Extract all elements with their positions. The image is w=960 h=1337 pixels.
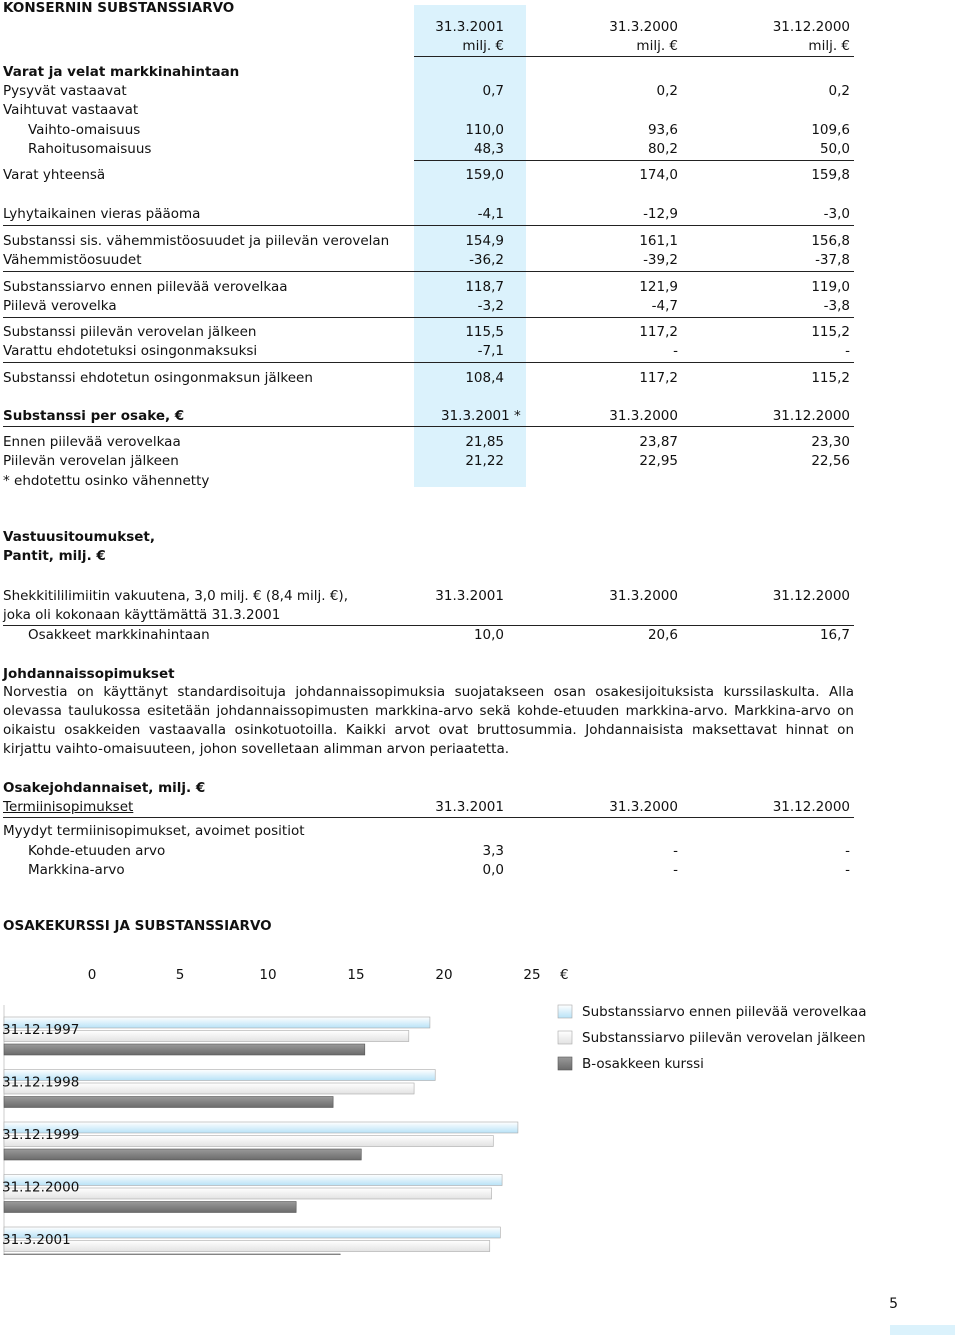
group-label: Myydyt termiinisopimukset, avoimet positiot	[3, 823, 305, 839]
legend-label: Substanssiarvo ennen piilevää verovelkaa	[582, 1004, 867, 1020]
row-value: 115,2	[811, 324, 850, 340]
header-unit-3: milj. €	[808, 38, 850, 54]
row-value: -	[673, 343, 678, 359]
header-date-2: 31.3.2000	[609, 19, 678, 35]
legend-label: Substanssiarvo piilevän verovelan jälkeen	[582, 1030, 866, 1046]
row-value: 110,0	[465, 122, 504, 138]
bar	[4, 1097, 333, 1108]
legend-swatch	[558, 1005, 572, 1018]
per-share-date-3: 31.12.2000	[772, 408, 850, 424]
row-value: 121,9	[639, 279, 678, 295]
derivatives-date-2: 31.3.2000	[609, 799, 678, 815]
commitments-title: Vastuusitoumukset,	[3, 529, 155, 545]
row-value: 93,6	[647, 122, 678, 138]
row-value: 0,2	[656, 83, 678, 99]
row-value: 22,95	[639, 453, 678, 469]
row-value: 159,8	[811, 167, 850, 183]
section-rule	[3, 426, 854, 427]
header-date-1: 31.3.2001	[435, 19, 504, 35]
derivatives-subtitle: Osakejohdannaiset, milj. €	[3, 780, 206, 796]
commitments-date-3: 31.12.2000	[772, 588, 850, 604]
row-value: 161,1	[639, 233, 678, 249]
row-value: 21,22	[465, 453, 504, 469]
row-value: 115,5	[465, 324, 504, 340]
bar	[4, 1122, 518, 1133]
category-label: 31.12.2000	[2, 1179, 80, 1196]
row-label: Substanssi piilevän verovelan jälkeen	[3, 324, 257, 340]
section-rule	[3, 362, 854, 363]
row-value: -	[673, 843, 678, 859]
row-value: 3,3	[482, 843, 504, 859]
row-value: 23,30	[811, 434, 850, 450]
tick-label: 20	[435, 967, 453, 983]
row-value: 156,8	[811, 233, 850, 249]
row-value: -3,2	[477, 298, 504, 314]
row-value: 21,85	[465, 434, 504, 450]
bar	[4, 1202, 296, 1213]
row-label: Piilevä verovelka	[3, 298, 117, 314]
row-label: Substanssi sis. vähemmistöosuudet ja piilevän verovelan	[3, 233, 390, 249]
row-value: -	[845, 843, 850, 859]
chart-section-title: OSAKEKURSSI JA SUBSTANSSIARVO	[3, 918, 272, 934]
derivatives-date-1: 31.3.2001	[435, 799, 504, 815]
row-value: 20,6	[647, 627, 678, 643]
tick-label: 0	[87, 967, 97, 983]
row-label: Ennen piilevää verovelkaa	[3, 434, 181, 450]
row-value: -4,7	[651, 298, 678, 314]
derivatives-title: Johdannaissopimukset	[3, 666, 175, 682]
row-label: Varattu ehdotetuksi osingonmaksuksi	[3, 343, 258, 359]
row-value: 109,6	[811, 122, 850, 138]
footnote: * ehdotettu osinko vähennetty	[3, 473, 210, 489]
derivatives-date-3: 31.12.2000	[772, 799, 850, 815]
page-number: 5	[889, 1296, 898, 1312]
row-value: 50,0	[819, 141, 850, 157]
derivatives-paragraph: Norvestia on käyttänyt standardisoituja johdannaissopimuksia suojatakseen osan osakesijoituksista kurssilaskulta. Alla olevassa taulukossa esitetään johdannaissopimusten markkina-arvo sekä kohde-etuuden markkina-arvo. Markkina-arvo on oikaistu osakkeiden vastaavalla osinkotuotoilla. Kaikki arvot ovat bruttosummia. Johdannaisista maksettavat hinnat on kirjattu vaihto-omaisuuteen, johon sovelletaan alimman arvon periaatetta.	[3, 684, 854, 757]
section-rule	[3, 271, 854, 272]
row-label: Piilevän verovelan jälkeen	[3, 453, 179, 469]
row-value: -12,9	[643, 206, 678, 222]
row-label: Osakkeet markkinahintaan	[28, 627, 210, 643]
row-label: Varat yhteensä	[3, 167, 106, 183]
row-label: Substanssiarvo ennen piilevää verovelkaa	[3, 279, 288, 295]
tick-label: 5	[175, 967, 185, 983]
row-label: Vaihtuvat vastaavat	[3, 102, 139, 118]
row-label: Vaihto-omaisuus	[28, 122, 141, 138]
bar	[4, 1044, 365, 1055]
header-date-3: 31.12.2000	[772, 19, 850, 35]
category-label: 31.12.1998	[2, 1074, 80, 1091]
commitments-subtitle: Pantit, milj. €	[3, 548, 106, 564]
row-value: 118,7	[465, 279, 504, 295]
row-value: 117,2	[639, 324, 678, 340]
tick-label: 25	[523, 967, 541, 983]
unit-label: €	[560, 967, 569, 983]
bar	[4, 1227, 500, 1238]
section-rule	[3, 625, 854, 626]
share-price-chart	[0, 955, 960, 1255]
commitments-text: Shekkitililimiitin vakuutena, 3,0 milj. € (8,4 milj. €),	[3, 588, 348, 604]
row-value: 22,56	[811, 453, 850, 469]
row-value: 0,0	[482, 862, 504, 878]
row-label: Substanssi ehdotetun osingonmaksun jälkeen	[3, 370, 313, 386]
tick-label: 15	[347, 967, 365, 983]
legend-swatch	[558, 1057, 572, 1070]
header-unit-2: milj. €	[636, 38, 678, 54]
row-label: Kohde-etuuden arvo	[28, 843, 166, 859]
header-unit-1: milj. €	[462, 38, 504, 54]
row-value: -	[845, 862, 850, 878]
legend-swatch	[558, 1031, 572, 1044]
row-value: 159,0	[465, 167, 504, 183]
commitments-date-2: 31.3.2000	[609, 588, 678, 604]
row-value: 0,2	[828, 83, 850, 99]
row-value: -3,8	[823, 298, 850, 314]
section-rule	[3, 317, 854, 318]
commitments-text: joka oli kokonaan käyttämättä 31.3.2001	[3, 607, 281, 623]
row-label: Markkina-arvo	[28, 862, 125, 878]
bar	[4, 1254, 340, 1255]
row-value: 119,0	[811, 279, 850, 295]
row-label: Pysyvät vastaavat	[3, 83, 127, 99]
row-label: Lyhytaikainen vieras pääoma	[3, 206, 201, 222]
row-value: 115,2	[811, 370, 850, 386]
per-share-date-1: 31.3.2001 *	[441, 408, 521, 424]
row-value: -3,0	[823, 206, 850, 222]
page-accent-bar	[890, 1325, 955, 1335]
tick-label: 10	[259, 967, 277, 983]
subtotal-rule	[414, 160, 854, 161]
row-value: -39,2	[643, 252, 678, 268]
row-value: -	[673, 862, 678, 878]
row-value: -4,1	[477, 206, 504, 222]
row-value: 0,7	[482, 83, 504, 99]
section-rule	[3, 225, 854, 226]
row-label: Vähemmistöosuudet	[3, 252, 142, 268]
row-value: 48,3	[473, 141, 504, 157]
row-value: -37,8	[815, 252, 850, 268]
category-label: 31.12.1997	[2, 1022, 80, 1038]
bar	[4, 1241, 490, 1252]
page-title: KONSERNIN SUBSTANSSIARVO	[3, 0, 235, 16]
per-share-date-2: 31.3.2000	[609, 408, 678, 424]
section-heading: Varat ja velat markkinahintaan	[3, 64, 240, 80]
row-value: 16,7	[819, 627, 850, 643]
bar	[4, 1149, 361, 1160]
row-value: -36,2	[469, 252, 504, 268]
header-rule	[414, 56, 854, 57]
row-value: -7,1	[477, 343, 504, 359]
per-share-title: Substanssi per osake, €	[3, 408, 185, 424]
forward-title: Termiinisopimukset	[3, 799, 134, 815]
row-value: 80,2	[647, 141, 678, 157]
row-value: 23,87	[639, 434, 678, 450]
row-value: -	[845, 343, 850, 359]
row-label: Rahoitusomaisuus	[28, 141, 152, 157]
category-label: 31.3.2001	[2, 1232, 71, 1248]
row-value: 174,0	[639, 167, 678, 183]
legend-label: B-osakkeen kurssi	[582, 1056, 704, 1072]
section-rule	[3, 817, 854, 818]
row-value: 117,2	[639, 370, 678, 386]
row-value: 10,0	[473, 627, 504, 643]
commitments-date-1: 31.3.2001	[435, 588, 504, 604]
row-value: 154,9	[465, 233, 504, 249]
category-label: 31.12.1999	[2, 1127, 80, 1143]
row-value: 108,4	[465, 370, 504, 386]
